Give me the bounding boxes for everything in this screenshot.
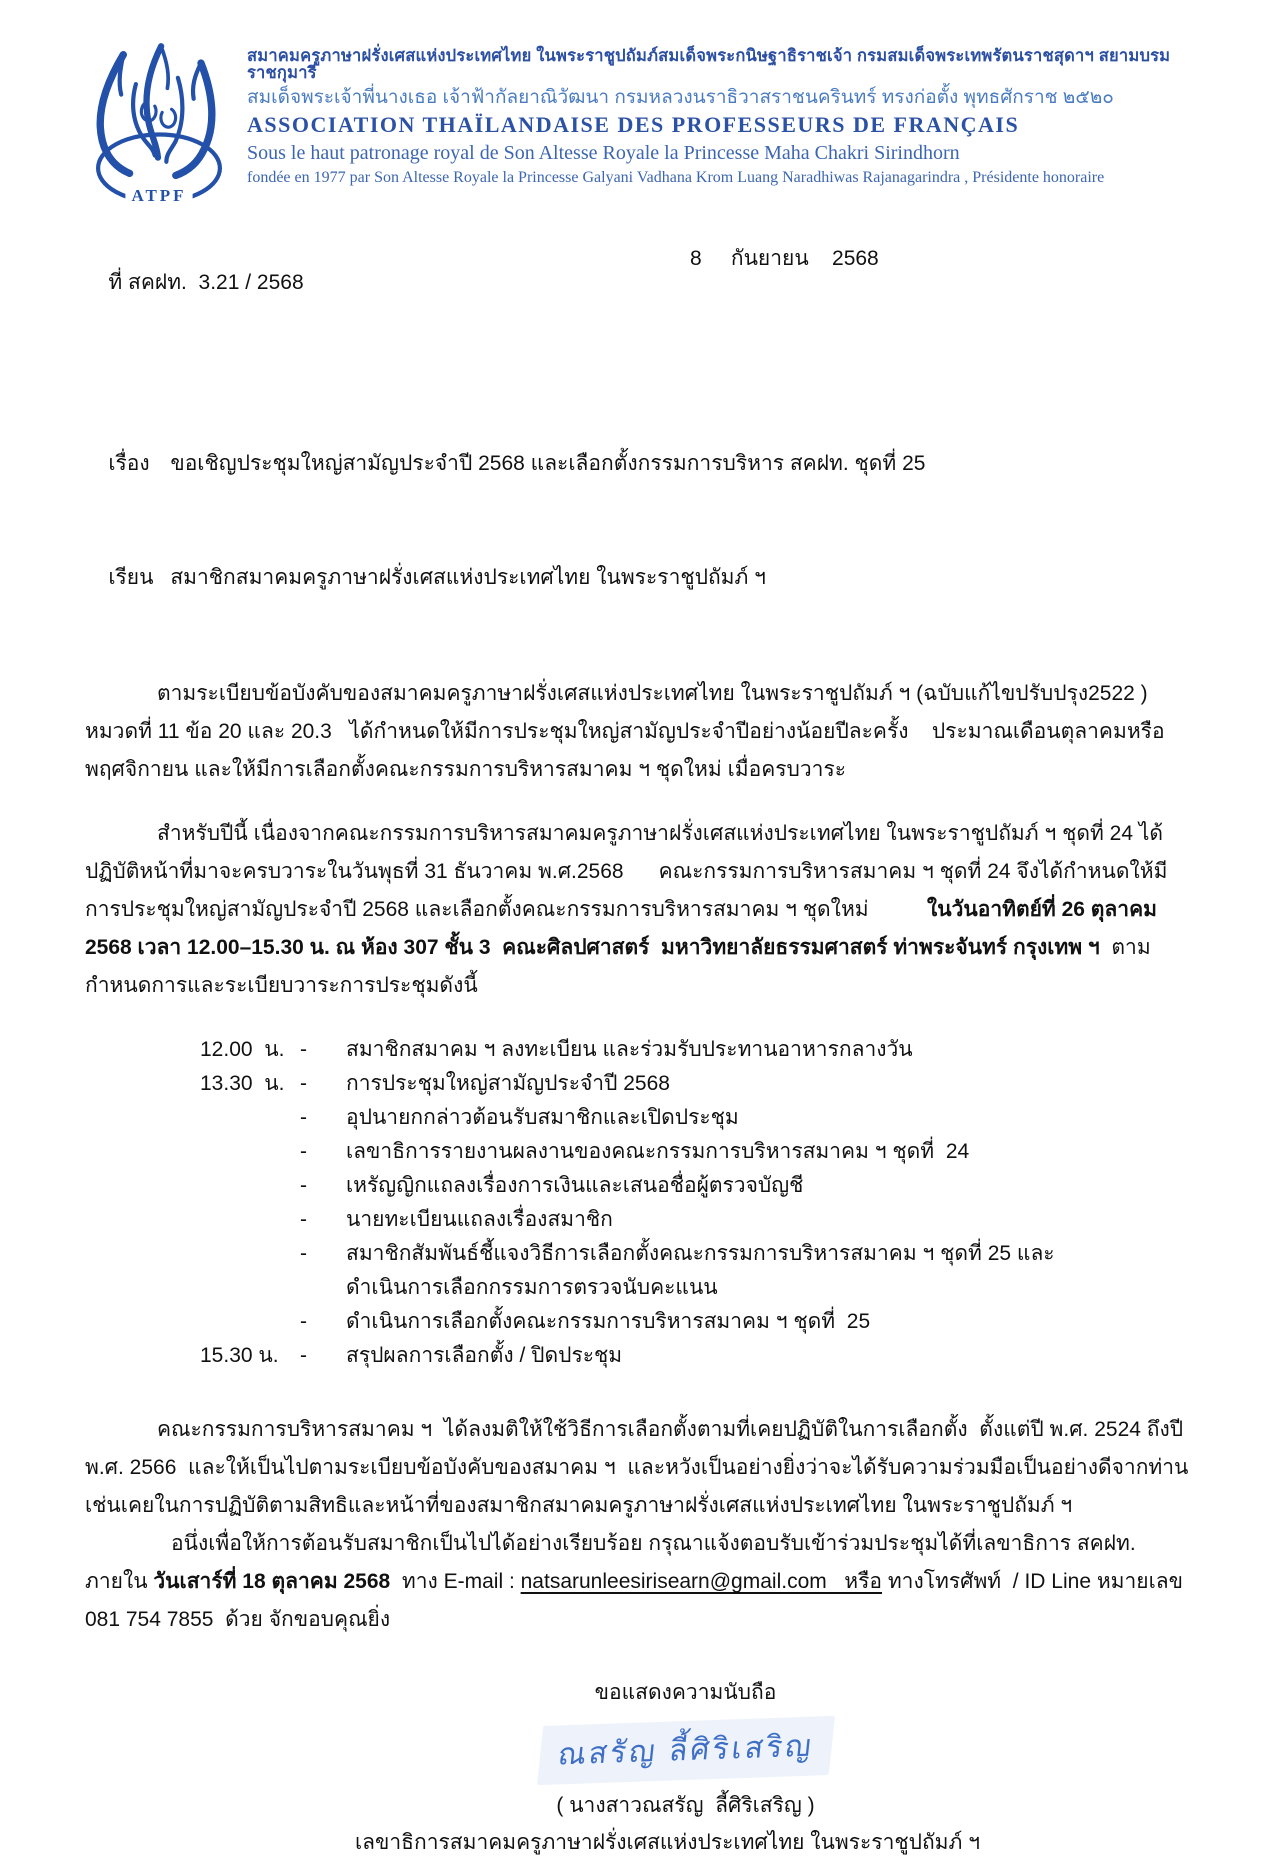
reference-row (85, 242, 1190, 347)
signer-name: ( นางสาวณสรัญ ลี้ศิริเสริญ ) (556, 1794, 815, 1817)
paragraph-election-method: คณะกรรมการบริหารสมาคม ฯ ได้ลงมติให้ใช้วิธีการเลือกตั้งตามที่เคยปฏิบัติในการเลือกตั้ง ตั้งแต่ปี พ.ศ. 2524 ถึงปี พ.ศ. 2566 และให้เป็นไปตามระเบียบข้อบังคับของสมาคม ฯ และหวังเป็นอย่างยิ่งว่าจะได้รับความร่วมมือเป็นอย่างดีจากท่านเช่นเคยในการปฏิบัติตามสิทธิและหน้าที่ของสมาชิกสมาคมครูภาษาฝรั่งเศสแห่งประเทศไทย ในพระราชูปถัมภ์ ฯ (85, 1418, 1189, 1517)
letterhead-text (247, 40, 1190, 193)
paragraph-meeting-announcement (85, 815, 1190, 1005)
agenda-time (200, 1305, 300, 1339)
agenda-text: เหรัญญิกแถลงเรื่องการเงินและเสนอชื่อผู้ตรวจบัญชี (346, 1174, 804, 1197)
logo-atpf-label: ATPF (131, 186, 187, 205)
agenda-time (200, 1169, 300, 1203)
org-founder-thai: สมเด็จพระเจ้าพี่นางเธอ เจ้าฟ้ากัลยาณิวัฒนา กรมหลวงนราธิวาสราชนครินทร์ ทรงก่อตั้ง พุทธศักราช ๒๕๒๐ (247, 87, 1114, 108)
org-founded-french: fondée en 1977 par Son Altesse Royale la Princesse Galyani Vadhana Krom Luang Naradhiwas Rajanagarindra , Présidente honoraire (247, 169, 1105, 186)
paragraph-rsvp (85, 1525, 1190, 1639)
agenda-item: - อุปนายกกล่าวต้อนรับสมาชิกและเปิดประชุม (200, 1101, 1190, 1135)
agenda-item: - สมาชิกสัมพันธ์ชี้แจงวิธีการเลือกตั้งคณะกรรมการบริหารสมาคม ฯ ชุดที่ 25 และ (200, 1237, 1190, 1271)
rsvp-email-label: ทาง E-mail : (390, 1570, 521, 1593)
meeting-agenda-lead: ตามกำหนดการและระเบียบวาระการประชุมดังนี้ (85, 936, 1151, 997)
reference-number: ที่ สคฝท. 3.21 / 2568 (108, 271, 304, 294)
handwritten-signature: ณสรัญ ลี้ศิริเสริญ (537, 1716, 835, 1785)
agenda-item: - เลขาธิการรายงานผลงานของคณะกรรมการบริหารสมาคม ฯ ชุดที่ 24 (200, 1135, 1190, 1169)
agenda-time: 12.00 น. (200, 1038, 285, 1061)
agenda-list (200, 1033, 1190, 1373)
rsvp-deadline-date: วันเสาร์ที่ 18 ตุลาคม 2568 (153, 1570, 391, 1593)
agenda-item: - นายทะเบียนแถลงเรื่องสมาชิก (200, 1203, 1190, 1237)
agenda-text: สมาชิกสมาคม ฯ ลงทะเบียน และร่วมรับประทานอาหารกลางวัน (346, 1038, 913, 1061)
meeting-datetime-venue: ในวันอาทิตย์ที่ 26 ตุลาคม 2568 เวลา 12.00–15.30 น. ณ ห้อง 307 ชั้น 3 คณะศิลปศาสตร์ มหาวิทยาลัยธรรมศาสตร์ ท่าพระจันทร์ กรุงเทพ ฯ (85, 898, 1163, 959)
agenda-item-continuation (200, 1271, 1190, 1305)
rsvp-lead-text: อนึ่งเพื่อให้การต้อนรับสมาชิกเป็นไปได้อย่างเรียบร้อย กรุณาแจ้งตอบรับเข้าร่วมประชุมได้ที่เลขาธิการ สคฝท. ภายใน (85, 1532, 1142, 1593)
agenda-text: นายทะเบียนแถลงเรื่องสมาชิก (346, 1208, 613, 1231)
closing-block (133, 1675, 1238, 1862)
agenda-text: ดำเนินการเลือกกรรมการตรวจนับคะแนน (346, 1276, 718, 1299)
addressee-label: เรียน (108, 566, 154, 589)
agenda-time (200, 1237, 300, 1271)
agenda-item: 15.30 น. - สรุปผลการเลือกตั้ง / ปิดประชุม (200, 1339, 1190, 1373)
agenda-item: 12.00 น. - สมาชิกสมาคม ฯ ลงทะเบียน และร่วมรับประทานอาหารกลางวัน (200, 1033, 1190, 1067)
addressee-text: สมาชิกสมาคมครูภาษาฝรั่งเศสแห่งประเทศไทย ในพระราชูปถัมภ์ ฯ (170, 566, 766, 589)
signer-title: เลขาธิการสมาคมครูภาษาฝรั่งเศสแห่งประเทศไทย ในพระราชูปถัมภ์ ฯ (354, 1831, 980, 1854)
agenda-text: สรุปผลการเลือกตั้ง / ปิดประชุม (346, 1344, 623, 1367)
agenda-text: ดำเนินการเลือกตั้งคณะกรรมการบริหารสมาคม ฯ ชุดที่ 25 (346, 1310, 871, 1333)
org-name-thai: สมาคมครูภาษาฝรั่งเศสแห่งประเทศไทย ในพระราชูปถัมภ์สมเด็จพระกนิษฐาธิราชเจ้า กรมสมเด็จพระเทพรัตนราชสุดาฯ สยามบรมราชกุมารี (247, 47, 1171, 82)
addressee-row (85, 521, 1190, 635)
paragraph-regulations: ตามระเบียบข้อบังคับของสมาคมครูภาษาฝรั่งเศสแห่งประเทศไทย ในพระราชูปถัมภ์ ฯ (ฉบับแก้ไขปรับปรุง2522 ) หมวดที่ 11 ข้อ 20 และ 20.3 ได้กำหนดให้มีการประชุมใหญ่สามัญประจำปีอย่างน้อยปีละครั้ง ประมาณเดือนตุลาคมหรือพฤศจิกายน และให้มีการเลือกตั้งคณะกรรมการบริหารสมาคม ฯ ชุดใหม่ เมื่อครบวาระ (85, 682, 1165, 781)
letter-date: 8 กันยายน 2568 (690, 247, 879, 270)
letterhead (85, 40, 1190, 208)
agenda-item: - เหรัญญิกแถลงเรื่องการเงินและเสนอชื่อผู้ตรวจบัญชี (200, 1169, 1190, 1203)
agenda-time: 13.30 น. (200, 1072, 285, 1095)
subject-label: เรื่อง (108, 452, 150, 475)
meeting-intro-text: สำหรับปีนี้ เนื่องจากคณะกรรมการบริหารสมาคมครูภาษาฝรั่งเศสแห่งประเทศไทย ในพระราชูปถัมภ์ ฯ ชุดที่ 24 ได้ปฏิบัติหน้าที่มาจะครบวาระในวันพุธที่ 31 ธันวาคม พ.ศ.2568 คณะกรรมการบริหารสมาคม ฯ ชุดที่ 24 จึงได้กำหนดให้มีการประชุมใหญ่สามัญประจำปี 2568 และเลือกตั้งคณะกรรมการบริหารสมาคม ฯ ชุดใหม่ (85, 822, 1168, 921)
agenda-text: อุปนายกกล่าวต้อนรับสมาชิกและเปิดประชุม (346, 1106, 739, 1129)
agenda-item: 13.30 น. - การประชุมใหญ่สามัญประจำปี 2568 (200, 1067, 1190, 1101)
atpf-logo (85, 40, 233, 208)
rsvp-email-link[interactable]: natsarunleesirisearn@gmail.com หรือ (520, 1570, 882, 1593)
subject-text: ขอเชิญประชุมใหญ่สามัญประจำปี 2568 และเลือกตั้งกรรมการบริหาร สคฝท. ชุดที่ 25 (170, 452, 926, 475)
agenda-time (200, 1135, 300, 1169)
agenda-time (200, 1101, 300, 1135)
agenda-time: 15.30 น. (200, 1344, 279, 1367)
org-patronage-french: Sous le haut patronage royal de Son Altesse Royale la Princesse Maha Chakri Sirindhorn (247, 142, 960, 164)
flame-logo-icon (85, 40, 233, 208)
agenda-time (200, 1203, 300, 1237)
subject-row (85, 407, 1190, 521)
agenda-time (200, 1271, 300, 1305)
agenda-text: การประชุมใหญ่สามัญประจำปี 2568 (346, 1072, 670, 1095)
agenda-text: สมาชิกสัมพันธ์ชี้แจงวิธีการเลือกตั้งคณะกรรมการบริหารสมาคม ฯ ชุดที่ 25 และ (346, 1242, 1055, 1265)
closing-salutation: ขอแสดงความนับถือ (594, 1681, 777, 1704)
rsvp-phone-text: ทางโทรศัพท์ / ID Line หมายเลข 081 754 7855 ด้วย จักขอบคุณยิ่ง (85, 1570, 1189, 1631)
agenda-item: - ดำเนินการเลือกตั้งคณะกรรมการบริหารสมาคม ฯ ชุดที่ 25 (200, 1305, 1190, 1339)
org-name-french: ASSOCIATION THAÏLANDAISE DES PROFESSEURS DE FRANÇAIS (247, 112, 1020, 137)
agenda-text: เลขาธิการรายงานผลงานของคณะกรรมการบริหารสมาคม ฯ ชุดที่ 24 (346, 1140, 970, 1163)
